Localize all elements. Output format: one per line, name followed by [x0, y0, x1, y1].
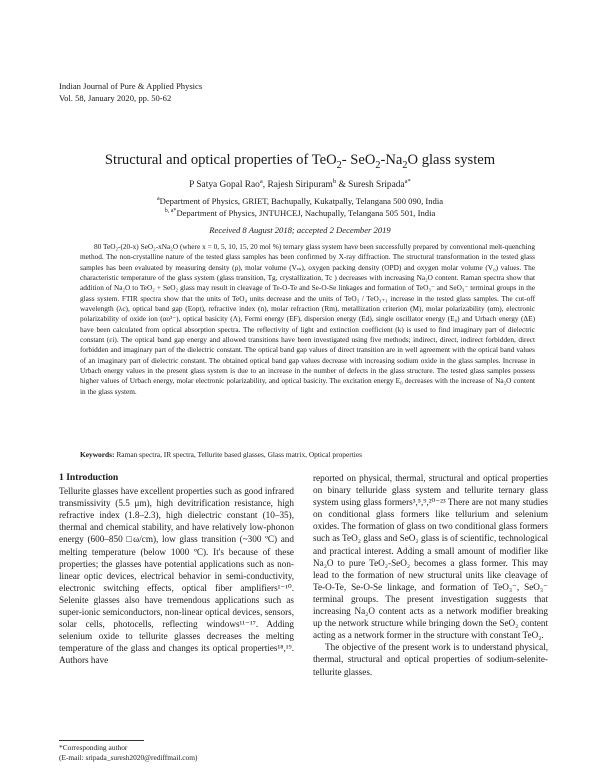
abstract: 80 TeO₂-(20-x) SeO₂-xNa₂O (where x = 0, 5, 10, 15, 20 mol %) ternary glass system have been successfully prepared by conventional melt-quenching method. The non-crystalline nature of the tested glass samples has been confirmed by X-ray diffraction. The structural transformation in the tested glass samples has been evaluated by measuring density (ρ), molar volume (Vₘ), oxygen packing density (OPD) and oxygen molar volume (V₀) values. The characteristic temperature of the glass system (glass transition, Tg, crystallization, Tc ) decreases with increasing Na₂O content. Raman spectra show that addition of Na₂O to TeO₂ + SeO₂ glass may result in cleavage of Te-O-Te and Se-O-Se linkages and formation of TeO₃⁻ and SeO₃⁻ terminal groups in the glass system. FTIR spectra show that the units of TeO₄ units decrease and the units of TeO₃ / TeO₃₊₁ increase in the tested glass samples. The cut-off wavelength (λc), optical band gap (Eopt), refractive index (n), molar refraction (Rm), metallization criterion (M), molar polarizability (αm), electronic polarizability of oxide ion (αo²⁻), optical basicity (Λ), Fermi energy (EF), dispersion energy (Ed), single oscillator energy (E₀) and Urbach energy (ΔE) have been calculated from optical absorption spectra. The reflectivity of light and extinction coefficient (k) is used to find imaginary part of dielectric constant (εi). The optical band gap energy and allowed transitions have been investigated using five methods; indirect, direct, indirect forbidden, direct forbidden and imaginary part of the dielectric constant. The optical band gap values of direct transition are in well agreement with the optical band values of an imaginary part of dielectric constant. The obtained optical band gap values decrease with increasing sodium oxide in the glass samples. Increase in Urbach energy values in the present glass system is due to an increase in the number of defects in the glass structure. The tested glass samples possess higher values of Urbach energy, molar electronic polarizability, and optical basicity. The excitation energy E₀ decreases with the increase of Na₂O content in the glass system.	[80, 242, 535, 396]
journal-header	[59, 80, 202, 104]
affiliation: $^{b, a*}$Department of Physics, JNTUHCEJ, Nachupally, Telangana 505 501, India	[164, 208, 436, 218]
body-paragraph: reported on physical, thermal, structural and optical properties on binary telluride glass system and tellurite ternary glass system using glass formers³,⁵,⁹,²⁰⁻²³ There are not many studies on conditional glass formers like tellurium and selenium oxides. The formation of glass on two conditional glass formers such as TeO₂ glass and SeO₂ glass is of scientific, technological and practical interest. Adding a small amount of modifier like Na₂O to pure TeO₂-SeO₂ becomes a glass former. This may lead to the formation of new structural units like cleavage of Te-O-Te, Se-O-Se linkage, and formation of TeO₃⁻, SeO₃⁻ terminal groups. The present investigation suggests that increasing Na₂O content acts as a network modifier breaking up the network structure while bringing down the SeO₂ content acting as a network former in the structure with constant TeO₂.	[313, 473, 548, 641]
author-name: P Satya Gopal Rao	[189, 180, 260, 190]
author-name: Suresh Sripada	[348, 180, 405, 190]
corresponding-author: *Corresponding author	[59, 743, 128, 752]
author-list: P Satya Gopal Rao$^a$, Rajesh Siripuram$^b$ & Suresh Sripada$^{a*}$	[189, 177, 411, 190]
journal-volume: Vol. 58, January 2020, pp. 50-62	[59, 93, 172, 103]
column-left	[59, 472, 294, 667]
keywords-text: Raman spectra, IR spectra, Tellurite based glasses, Glass matrix, Optical properties	[116, 450, 362, 459]
footnote-divider	[59, 740, 144, 741]
section-heading: 1 Introduction	[59, 472, 119, 483]
body-paragraph: The objective of the present work is to understand physical, thermal, structural and optical properties of sodium-selenite-tellurite glasses.	[313, 642, 548, 677]
paper-title: Structural and optical properties of TeO$_2$- $SeO_2-Na_2O$ glass system	[104, 152, 496, 171]
received-dates: Received 8 August 2018; accepted 2 December 2019	[209, 225, 391, 235]
keywords-label: Keywords:	[80, 450, 115, 459]
column-right	[313, 472, 548, 678]
body-paragraph: Tellurite glasses have excellent properties such as good infrared transmissivity (5.5 μm), high devitrification resistance, high refractive index (1.8–2.3), high dielectric constant (10–35), thermal and chemical stability, and have relatively low-phonon energy (600–850 □ω/cm), low glass transition (~300 ºC) and melting temperature (below 1000 ºC). It's because of these properties; the glasses have potential applications such as non-linear optic devices, electrical behavior in semi-conductivity, electronic switching effects, optical fiber amplifiers¹⁻¹⁰. Selenite glasses also have tremendous applications such as super-ionic semiconductors, non-linear optical devices, sensors, solar cells, photocells, reflecting windows¹¹⁻¹⁷. Adding selenium oxide to tellurite glasses decreases the melting temperature of the glass and changes its optical properties¹⁸,¹⁹. Authors have	[59, 486, 294, 666]
footnote	[59, 743, 197, 763]
author-email: (E-mail: sripada_suresh2020@rediffmail.com)	[59, 753, 198, 762]
keywords	[80, 450, 535, 459]
journal-name: Indian Journal of Pure & Applied Physics	[59, 81, 203, 91]
author-name: Rajesh Siripuram	[267, 180, 333, 190]
affiliation: $^a$Department of Physics, GRIET, Bachupally, Kukatpally, Telangana 500 090, India	[156, 196, 444, 206]
